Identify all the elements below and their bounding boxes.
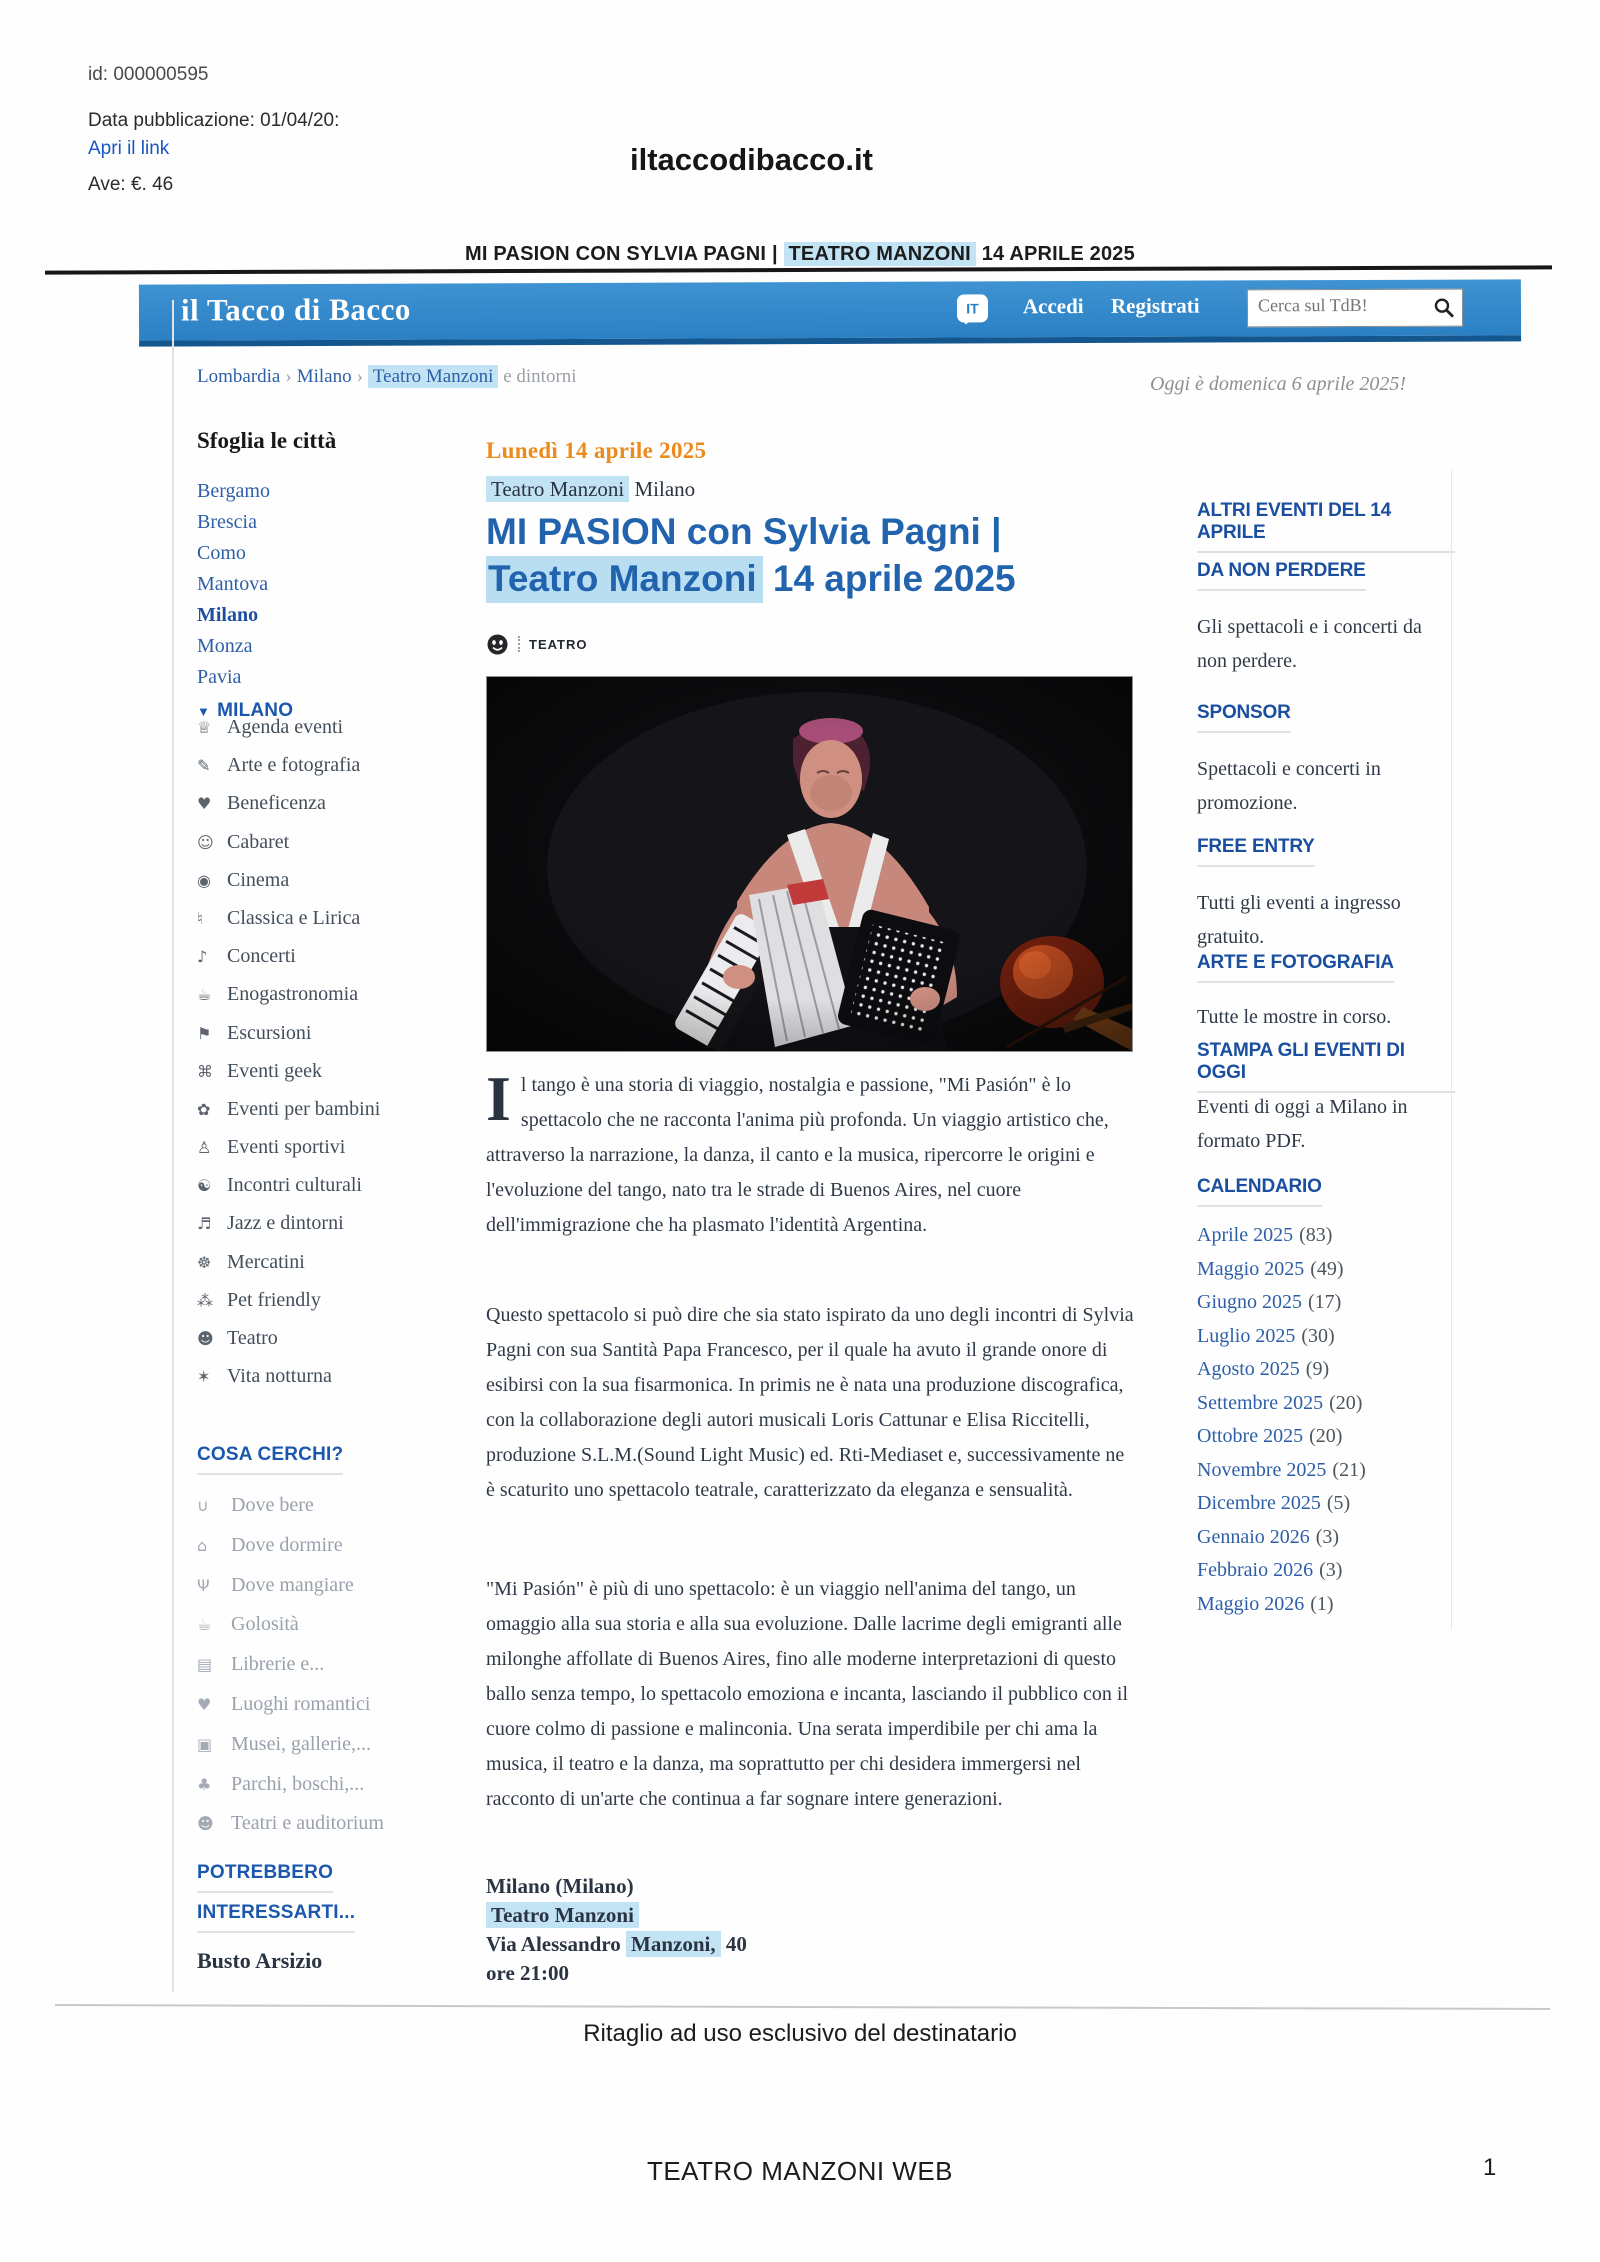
cosa-cerchi-label: Dove mangiare (231, 1573, 354, 1596)
calendar-month-count: (17) (1308, 1291, 1342, 1313)
sidebar-category-label: Cabaret (227, 830, 290, 853)
hiking-icon: ⚑ (197, 1023, 212, 1043)
clip-headline-post: 14 APRILE 2025 (975, 243, 1135, 265)
sidebar-category-item[interactable] (197, 869, 477, 907)
sidebar-category-label: Classica e Lirica (227, 906, 361, 929)
bed-icon: ⌂ (197, 1535, 208, 1555)
rail-heading-arte-fotografia[interactable]: ARTE E FOTOGRAFIA (1197, 952, 1394, 983)
city-item (197, 480, 477, 511)
paw-icon: ⁂ (197, 1290, 213, 1310)
clip-headline (0, 243, 1600, 266)
kids-icon: ✿ (197, 1099, 211, 1119)
heart-icon: ♥ (197, 794, 212, 814)
breadcrumb-sep: › (285, 366, 292, 387)
city-link[interactable]: Brescia (197, 511, 257, 533)
city-item (197, 542, 477, 573)
open-link[interactable]: Apri il link (88, 138, 170, 159)
trophy-icon: ♕ (197, 718, 212, 737)
sidebar-category-label: Enogastronomia (227, 983, 359, 1006)
sidebar-category-label: Mercatini (227, 1250, 305, 1273)
rail-heading-altri-eventi[interactable]: ALTRI EVENTI DEL 14 APRILE (1197, 500, 1455, 553)
sidebar-category-label: Vita notturna (227, 1365, 332, 1388)
sidebar-category-label: Cinema (227, 868, 290, 891)
sidebar-category-label: Agenda eventi (227, 716, 344, 738)
cosa-cerchi-label: Parchi, boschi,... (231, 1772, 365, 1795)
page-title-line1: MI PASION con Sylvia Pagni | (486, 511, 1002, 552)
language-badge-icon: IT (957, 294, 988, 322)
breadcrumb (197, 366, 577, 388)
street-highlight: Manzoni, (626, 1931, 721, 1957)
breadcrumb-region[interactable]: Lombardia (197, 366, 281, 387)
sidebar-category-item[interactable] (197, 1136, 477, 1174)
event-time: ore 21:00 (486, 1961, 570, 1985)
cosa-cerchi-label: Dove dormire (231, 1533, 343, 1556)
jazz-icon: ♬ (197, 1214, 212, 1234)
street-pre: Via Alessandro (486, 1932, 627, 1956)
cosa-cerchi-label: Golosità (231, 1613, 299, 1636)
city-item (197, 573, 477, 604)
cosa-cerchi-item[interactable] (197, 1812, 477, 1852)
venue-link[interactable]: Teatro Manzoni (486, 476, 629, 502)
city-item (197, 604, 477, 635)
clip-id: id: 000000595 (88, 64, 209, 85)
cabaret-icon: ☺ (197, 832, 214, 852)
calendar-month-item (1197, 1526, 1467, 1560)
divider-rule (45, 265, 1552, 274)
publication-date: Data pubblicazione: 01/04/20: (88, 110, 340, 131)
calendar-month-count: (9) (1305, 1358, 1330, 1380)
page-title-line2: 14 aprile 2025 (762, 558, 1016, 599)
drop-cap: I (486, 1063, 511, 1134)
city-link[interactable]: Como (197, 542, 246, 564)
sidebar-category-item[interactable] (197, 792, 477, 830)
rail-section-body: Spettacoli e concerti in promozione. (1197, 758, 1381, 814)
site-navbar (139, 279, 1521, 346)
suggest-city-link[interactable]: Busto Arsizio (197, 1948, 323, 1973)
rail-section-heading (1197, 500, 1455, 553)
article-paragraph-2: Questo spettacolo si può dire che sia stato ispirato da uno degli incontri di Sylvia Pagni con sua Santità Papa Francesco, per il quale ha avuto il grande onore di esibirsi con la sua fisarmonica. In primis ne è nata una produzione discografica, con la collaborazione degli autori musicali Loris Cattunar e Elisa Riccitelli, produzione S.L.M.(Sound Light Music) ed. Rti-Mediaset e, successivamente ne è scaturito uno spettacolo teatrale, caratterizzato da eleganza e sensualità. (486, 1304, 1134, 1501)
city-item (197, 666, 477, 697)
sidebar-category-item[interactable] (197, 1022, 477, 1060)
rail-section-heading (1197, 702, 1455, 733)
sidebar-category-label: Arte e fotografia (227, 754, 361, 777)
street-post: 40 (720, 1932, 747, 1956)
calendar-month-item (1197, 1593, 1467, 1627)
calendar-month-item (1197, 1459, 1467, 1493)
search-box (1247, 289, 1463, 328)
calendar-month-link[interactable]: Aprile 2025 (1197, 1224, 1294, 1246)
article-paragraph-1 (486, 1063, 1138, 1243)
ave-value: Ave: €. 46 (88, 174, 174, 195)
cosa-cerchi-item[interactable] (197, 1773, 477, 1813)
cosa-cerchi-item[interactable] (197, 1653, 477, 1693)
nightlife-icon: ✶ (197, 1367, 211, 1387)
rail-heading-calendario: CALENDARIO (1197, 1176, 1322, 1207)
calendar-month-link[interactable]: Ottobre 2025 (1197, 1425, 1304, 1447)
sidebar-category-item[interactable] (197, 1098, 477, 1136)
calendar-month-count: (20) (1329, 1391, 1363, 1414)
city-link[interactable]: Monza (197, 635, 253, 657)
search-input[interactable] (1256, 294, 1425, 318)
calendar-month-count: (3) (1319, 1559, 1343, 1581)
calendar-month-link[interactable]: Giugno 2025 (1197, 1291, 1302, 1313)
clip-left-edge (172, 300, 174, 1992)
suggest-heading-line1: POTREBBERO (197, 1862, 333, 1893)
page-title (486, 508, 1146, 602)
calendar-month-count: (83) (1299, 1224, 1333, 1246)
books-icon: ▤ (197, 1655, 213, 1675)
calendar-month-item (1197, 1559, 1467, 1593)
cosa-cerchi-item[interactable] (197, 1494, 477, 1534)
classical-icon: ♮ (197, 908, 203, 928)
calendar-month-item (1197, 1258, 1467, 1292)
rail-heading-stampa-eventi[interactable]: STAMPA GLI EVENTI DI OGGI (1197, 1040, 1455, 1093)
sidebar-category-label: Eventi geek (227, 1059, 322, 1082)
rail-section-body: Eventi di oggi a Milano in formato PDF. (1197, 1096, 1408, 1152)
sweets-icon: ☕ (197, 1615, 212, 1635)
clip-headline-highlight: TEATRO MANZONI (784, 242, 976, 266)
sidebar-category-label: Jazz e dintorni (227, 1212, 344, 1235)
rail-section-heading (1197, 1176, 1455, 1207)
suggest-heading-line2: INTERESSARTI... (197, 1902, 355, 1933)
calendar-month-item (1197, 1492, 1467, 1526)
park-icon: ♣ (197, 1774, 212, 1794)
rail-section-body: Tutte le mostre in corso. (1197, 1006, 1392, 1028)
calendar-month-item (1197, 1224, 1467, 1258)
sidebar-category-label: Eventi sportivi (227, 1136, 346, 1159)
paragraph-1-text: l tango è una storia di viaggio, nostalgia e passione, "Mi Pasión" è lo spettacolo che ne racconta l'anima più profonda. Un viaggio artistico che, attraverso la narrazione, la danza, il canto e la musica, ripercorre le origini e l'evoluzione del tango, nato tra le strade di Buenos Aires, nel cuore dell'immigrazione che ha plasmato l'identità Argentina. (486, 1074, 1109, 1236)
cosa-cerchi-label: Librerie e... (231, 1653, 325, 1676)
calendar-month-link[interactable]: Novembre 2025 (1197, 1458, 1327, 1481)
venue-name[interactable]: Teatro Manzoni (486, 1902, 639, 1928)
browse-cities-heading: Sfoglia le città (197, 428, 337, 453)
theater-masks-icon (486, 633, 509, 656)
city-item (197, 511, 477, 542)
search-icon[interactable] (1433, 297, 1455, 319)
rail-section-heading (1197, 836, 1455, 867)
login-link[interactable]: Accedi (1022, 294, 1084, 319)
rail-section-heading (1197, 560, 1455, 591)
sidebar-category-item[interactable] (197, 1365, 477, 1403)
calendar-month-item (1197, 1325, 1467, 1359)
calendar-month-item (1197, 1358, 1467, 1392)
today-date: Oggi è domenica 6 aprile 2025! (1150, 373, 1407, 395)
event-date: Lunedì 14 aprile 2025 (486, 438, 707, 463)
sidebar-category-item[interactable] (197, 1327, 477, 1365)
rail-heading-da-non-perdere[interactable]: DA NON PERDERE (1197, 560, 1366, 591)
site-name: iltaccodibacco.it (630, 142, 873, 177)
cosa-cerchi-item[interactable] (197, 1574, 477, 1614)
venue-city-line: Milano (Milano) (486, 1874, 634, 1898)
bar-icon: ∪ (197, 1496, 209, 1515)
source-footer: TEATRO MANZONI WEB (646, 2156, 954, 2186)
breadcrumb-venue[interactable]: Teatro Manzoni (368, 365, 499, 388)
sidebar-category-item[interactable] (197, 1174, 477, 1212)
register-link[interactable]: Registrati (1110, 293, 1200, 318)
city-list (197, 480, 477, 697)
cosa-cerchi-label: Dove bere (231, 1494, 314, 1516)
calendar-month-item (1197, 1425, 1467, 1459)
calendar-month-item (1197, 1291, 1467, 1325)
rail-heading-free-entry[interactable]: FREE ENTRY (1197, 836, 1315, 867)
calendar-month-count: (21) (1332, 1458, 1366, 1481)
calendar-month-link[interactable]: Agosto 2025 (1197, 1358, 1300, 1380)
sidebar-category-item[interactable] (197, 1289, 477, 1327)
article-paragraph-3: "Mi Pasión" è più di uno spettacolo: è un viaggio nell'anima del tango, un omaggio alla sua storia e alla sua evoluzione. Dalle lacrime degli emigranti alle milonghe affollate di Buenos Aires, fino alle moderne interpretazioni di questo ballo senza tempo, lo spettacolo emoziona e incanta, lasciando il pubblico con il cuore colmo di passione e malinconia. Una serata imperdibile per chi ama la musica, il teatro e la danza, ma soprattutto per chi desidera immergersi nel racconto di un'arte che continua a far sognare intere generazioni. (486, 1578, 1129, 1810)
sidebar-category-item[interactable] (197, 831, 477, 869)
sidebar-category-label: Beneficenza (227, 792, 326, 815)
calendar-month-link[interactable]: Febbraio 2026 (1197, 1559, 1314, 1581)
calendar-month-link[interactable]: Luglio 2025 (1197, 1324, 1296, 1347)
foodwine-icon: ☕ (197, 985, 212, 1005)
sidebar-category-item[interactable] (197, 907, 477, 945)
sidebar-category-item[interactable] (197, 1212, 477, 1250)
sidebar-category-label: Concerti (227, 945, 296, 968)
page-title-highlight: Teatro Manzoni (486, 556, 763, 603)
market-icon: ☸ (197, 1252, 212, 1272)
cinema-icon: ◉ (197, 870, 211, 890)
calendar-month-count: (20) (1309, 1425, 1343, 1447)
sidebar-category-label: Incontri culturali (227, 1174, 362, 1197)
sidebar-category-item[interactable] (197, 1251, 477, 1289)
concert-icon: ♪ (197, 947, 208, 967)
cosa-cerchi-item[interactable] (197, 1613, 477, 1653)
category-tag[interactable]: TEATRO (529, 636, 588, 652)
city-link[interactable]: Mantova (197, 573, 269, 595)
cosa-cerchi-item[interactable] (197, 1534, 477, 1574)
cosa-cerchi-heading: COSA CERCHI? (197, 1444, 343, 1475)
calendar-month-count: (30) (1301, 1324, 1335, 1347)
breadcrumb-sep: › (356, 366, 363, 387)
clip-bottom-rule (55, 2004, 1550, 2010)
event-photo (486, 676, 1133, 1052)
city-link[interactable]: Pavia (197, 666, 242, 688)
theater-icon: ☻ (197, 1329, 214, 1348)
venue-street-line (486, 1930, 747, 1959)
sidebar-category-item[interactable] (197, 754, 477, 792)
rail-section-heading (1197, 952, 1455, 983)
sports-icon: ♙ (197, 1138, 212, 1158)
calendar-month-link[interactable]: Maggio 2026 (1197, 1592, 1305, 1615)
event-venue-line (486, 477, 695, 502)
romantic-icon: ♥ (197, 1694, 212, 1714)
city-link[interactable]: Milano (197, 604, 259, 626)
calendar-month-count: (5) (1326, 1492, 1351, 1514)
region-toggle-label: MILANO (217, 700, 294, 721)
chevron-down-icon: ▼ (197, 704, 211, 719)
sidebar-category-item[interactable] (197, 716, 477, 754)
sidebar-category-item[interactable] (197, 983, 477, 1021)
calendar-month-link[interactable]: Gennaio 2026 (1197, 1525, 1310, 1548)
page-number: 1 (1483, 2154, 1497, 2181)
culture-icon: ☯ (197, 1176, 212, 1196)
city-link[interactable]: Bergamo (197, 480, 270, 502)
venue-address-block (486, 1872, 747, 1988)
calendar-month-count: (1) (1310, 1592, 1334, 1615)
geek-icon: ⌘ (197, 1061, 213, 1081)
calendar-month-link[interactable]: Settembre 2025 (1197, 1391, 1324, 1414)
calendar-month-item (1197, 1392, 1467, 1426)
calendar-month-link[interactable]: Dicembre 2025 (1197, 1492, 1321, 1514)
cosa-cerchi-item[interactable] (197, 1733, 477, 1773)
restaurant-icon: Ψ (197, 1575, 210, 1595)
cosa-cerchi-label: Teatri e auditorium (231, 1812, 384, 1835)
breadcrumb-city[interactable]: Milano (296, 366, 352, 387)
sidebar-category-item[interactable] (197, 1060, 477, 1098)
rail-section-body: Gli spettacoli e i concerti da non perdere. (1197, 616, 1422, 672)
clip-disclaimer: Ritaglio ad uso esclusivo del destinatario (583, 2020, 1017, 2047)
sidebar-category-label: Eventi per bambini (227, 1097, 381, 1120)
rail-section-body: Tutti gli eventi a ingresso gratuito. (1197, 892, 1401, 948)
clip-headline-pre: MI PASION CON SYLVIA PAGNI | (465, 243, 784, 265)
sidebar-category-label: Pet friendly (227, 1288, 321, 1311)
calendar-month-link[interactable]: Maggio 2025 (1197, 1257, 1305, 1280)
cosa-cerchi-list (197, 1494, 477, 1852)
sidebar-category-label: Escursioni (227, 1021, 312, 1044)
venue-city: Milano (629, 477, 696, 501)
cosa-cerchi-item[interactable] (197, 1693, 477, 1733)
rail-heading-sponsor[interactable]: SPONSOR (1197, 702, 1291, 733)
rail-section-heading (1197, 1040, 1455, 1093)
sidebar-category-item[interactable] (197, 945, 477, 983)
museum-icon: ▣ (197, 1734, 213, 1754)
calendar-month-list (1197, 1224, 1467, 1626)
auditorium-icon: ☻ (197, 1814, 214, 1834)
cosa-cerchi-label: Musei, gallerie,... (231, 1732, 371, 1755)
art-icon: ✎ (197, 756, 211, 776)
breadcrumb-suffix: e dintorni (503, 366, 577, 387)
sidebar-category-label: Teatro (227, 1327, 278, 1349)
calendar-month-count: (3) (1315, 1525, 1340, 1548)
category-list (197, 716, 477, 1403)
dotted-divider (518, 636, 520, 652)
calendar-month-count: (49) (1310, 1257, 1344, 1280)
cosa-cerchi-label: Luoghi romantici (231, 1692, 371, 1715)
site-logo[interactable]: il Tacco di Bacco (180, 291, 411, 328)
category-tag-row (486, 632, 587, 656)
city-item (197, 635, 477, 666)
